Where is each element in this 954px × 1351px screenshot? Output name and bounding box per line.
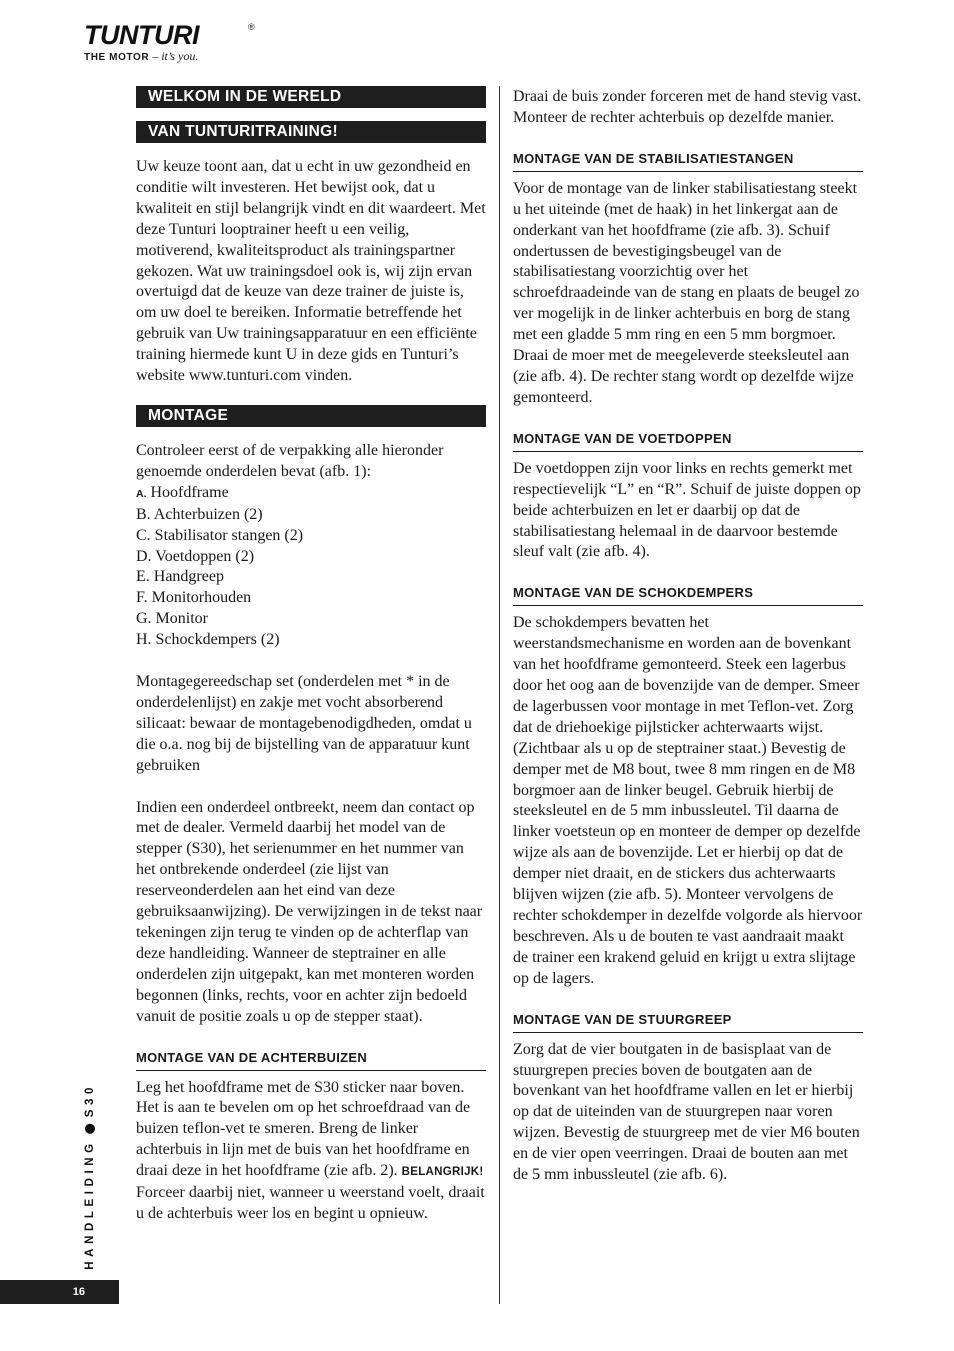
schokdempers-paragraph: De schokdempers bevatten het weerstandsmechanisme en worden aan de bovenkant van het hoofdframe gemonteerd. Steek een lagerbus door het oog aan de bovenzijde van de demper. Smeer de lagerbussen voor montage in met Teflon-vet. Zorg dat de driehoekige pijlsticker achterwaarts wijst. (Zichtbaar als u op de steptrainer staat.) Bevestig de demper met de M8 bout, twee 8 mm ringen en de M8 borgmoer aan de linker beugel. Gebruik hierbij de steeksleutel en de 5 mm inbussleutel. Til daarna de linker voetsteun op en monteer de demper op dezelfde wijze als aan de bovenzijde. Let er hierbij op dat de demper niet draait, en de stickers dus achterwaarts blijven wijzen (zie afb. 5). Monteer vervolgens de rechter schokdemper in dezelfde volgorde als hiervoor beschreven. Als u de bouten te vast aandraait maakt de trainer een krakend geluid en krijgt u extra slijtage op de lagers. [513,614,863,987]
part-item: C. Stabilisator stangen (2) [136,526,304,544]
achterbuizen-text-b: Forceer daarbij niet, wanneer u weerstand voelt, draait u de achterbuis weer los en begint u opnieuw. [136,1184,485,1222]
part-item: G. Monitor [136,610,208,628]
left-column [136,86,486,1225]
achterbuizen-continued: Draai de buis zonder forceren met de hand stevig vast. Monteer de rechter achterbuis op dezelfde manier. [513,88,862,126]
tagline-you: – it’s you. [149,49,199,63]
achterbuizen-text-a: Leg het hoofdframe met de S30 sticker naar boven. Het is aan te bevelen om op het schroefdraad van de buizen teflon-vet te smeren. Breng de linker achterbuis in lijn met de buis van het hoofdframe en draai deze in het hoofdframe (zie afb. 2). [136,1078,471,1180]
voetdoppen-paragraph: De voetdoppen zijn voor links en rechts gemerkt met respectievelijk “L” en “R”. Schuif de juiste doppen op beide achterbuizen en let er daarbij op dat de stabilisatiestang helemaal in de daarvoor bestemde sleuf valt (zie afb. 4). [513,459,861,561]
part-a-label: Hoofdframe [146,483,229,501]
registered-mark: ® [248,22,255,32]
right-column [513,86,863,1186]
part-item: F. Monitorhouden [136,589,252,607]
part-item-a [136,483,486,505]
brand-tagline [84,49,274,65]
parts-list [136,483,486,651]
tunturi-logo [84,22,274,66]
part-item: D. Voetdoppen (2) [136,547,255,565]
stuurgreep-paragraph: Zorg dat de vier boutgaten in de basisplaat van de stuurgrepen precies boven de boutgaten aan de bovenkant van het hoofdframe vallen en let er hierbij op dat de uiteinden van de stuurgrepen naar voren wijzen. Bevestig de stuurgreep met de vier M6 bouten en de vier open veerringen. Draai de bouten aan met de 5 mm inbussleutel (zie afb. 6). [513,1040,860,1184]
voetdoppen-subheading: MONTAGE VAN DE VOETDOPPEN [513,431,863,452]
part-a-letter: A. [136,487,147,500]
part-item: H. Schockdempers (2) [136,631,280,649]
achterbuizen-subheading: MONTAGE VAN DE ACHTERBUIZEN [136,1050,486,1071]
column-divider [499,86,500,1304]
achterbuizen-paragraph [136,1078,486,1225]
schokdempers-subheading: MONTAGE VAN DE SCHOKDEMPERS [513,585,863,606]
part-item: E. Handgreep [136,568,224,586]
stabilisatie-paragraph: Voor de montage van de linker stabilisatiestang steekt u het uiteinde (met de haak) in het linkergat aan de onderkant van het hoofdframe (zie afb. 3). Schuif ondertussen de bevestigingsbeugel van de stabilisatiestang voorzichtig over het schroefdraadeinde van de stang en plaats de beugel zo ver mogelijk in de linker achterbuis en borg de stang met een gladde 5 mm ring en een 5 mm borgmoer. Draai de moer met de meegeleverde steeksleutel aan (zie afb. 4). De rechter stang wordt op dezelfde wijze gemonteerd. [513,179,860,406]
side-manual-label: HANDLEIDING [84,1139,96,1270]
stabilisatie-subheading: MONTAGE VAN DE STABILISATIESTANGEN [513,151,863,172]
missing-parts-paragraph: Indien een onderdeel ontbreekt, neem dan contact op met de dealer. Vermeld daarbij het model van de stepper (S30), het serienummer en het nummer van het ontbrekende onderdeel (zie lijst van reserveonderdelen aan het eind van deze gebruiksaanwijzing). De verwijzingen in de tekst naar tekeningen zijn terug te vinden op de achterflap van deze handleiding. Wanneer de steptrainer en alle onderdelen zijn uitgepakt, kan met monteren worden begonnen (links, rechts, voor en achter zijn bedoeld vanuit de positie zoals u op de stepper staat). [136,798,483,1025]
tagline-motor: THE MOTOR [84,52,150,63]
side-model-label: S30 [84,1083,96,1118]
montage-heading: MONTAGE [136,405,486,427]
part-item: B. Achterbuizen (2) [136,505,263,523]
welcome-heading-line1: WELKOM IN DE WERELD [136,86,486,108]
intro-paragraph: Uw keuze toont aan, dat u echt in uw gezondheid en conditie wilt investeren. Het bewijst ook, dat u kwaliteit en stijl belangrijk vindt en dit waardeert. Met deze Tunturi looptrainer heeft u een veilig, motiverend, kwaliteitsproduct als trainingspartner gekozen. Wat uw trainingsdoel ook is, wij zijn ervan overtuigd dat de keuze van deze trainer de juiste is, om uw doel te bereiken. Informatie betreffende het gebruik van Uw trainingsapparatuur en een efficiënte training hiermede kunt U in deze gids en Tunturi’s website www.tunturi.com vinden. [136,158,486,385]
bullet-dot-icon [85,1123,95,1133]
side-running-title [84,1083,96,1270]
welcome-heading-line2: VAN TUNTURITRAINING! [136,121,486,143]
brand-name: TUNTURI [84,20,199,50]
page-number: 16 [0,1280,119,1304]
stuurgreep-subheading: MONTAGE VAN DE STUURGREEP [513,1012,863,1033]
tools-paragraph: Montagegereedschap set (onderdelen met * in de onderdelenlijst) en zakje met vocht absorberend silicaat: bewaar de montagebenodigdheden, omdat u die o.a. nog bij de bijstelling van de apparatuur kunt gebruiken [136,673,472,774]
important-label: BELANGRIJK! [401,1166,484,1179]
check-paragraph: Controleer eerst of de verpakking alle hieronder genoemde onderdelen bevat (afb. 1): [136,441,444,480]
